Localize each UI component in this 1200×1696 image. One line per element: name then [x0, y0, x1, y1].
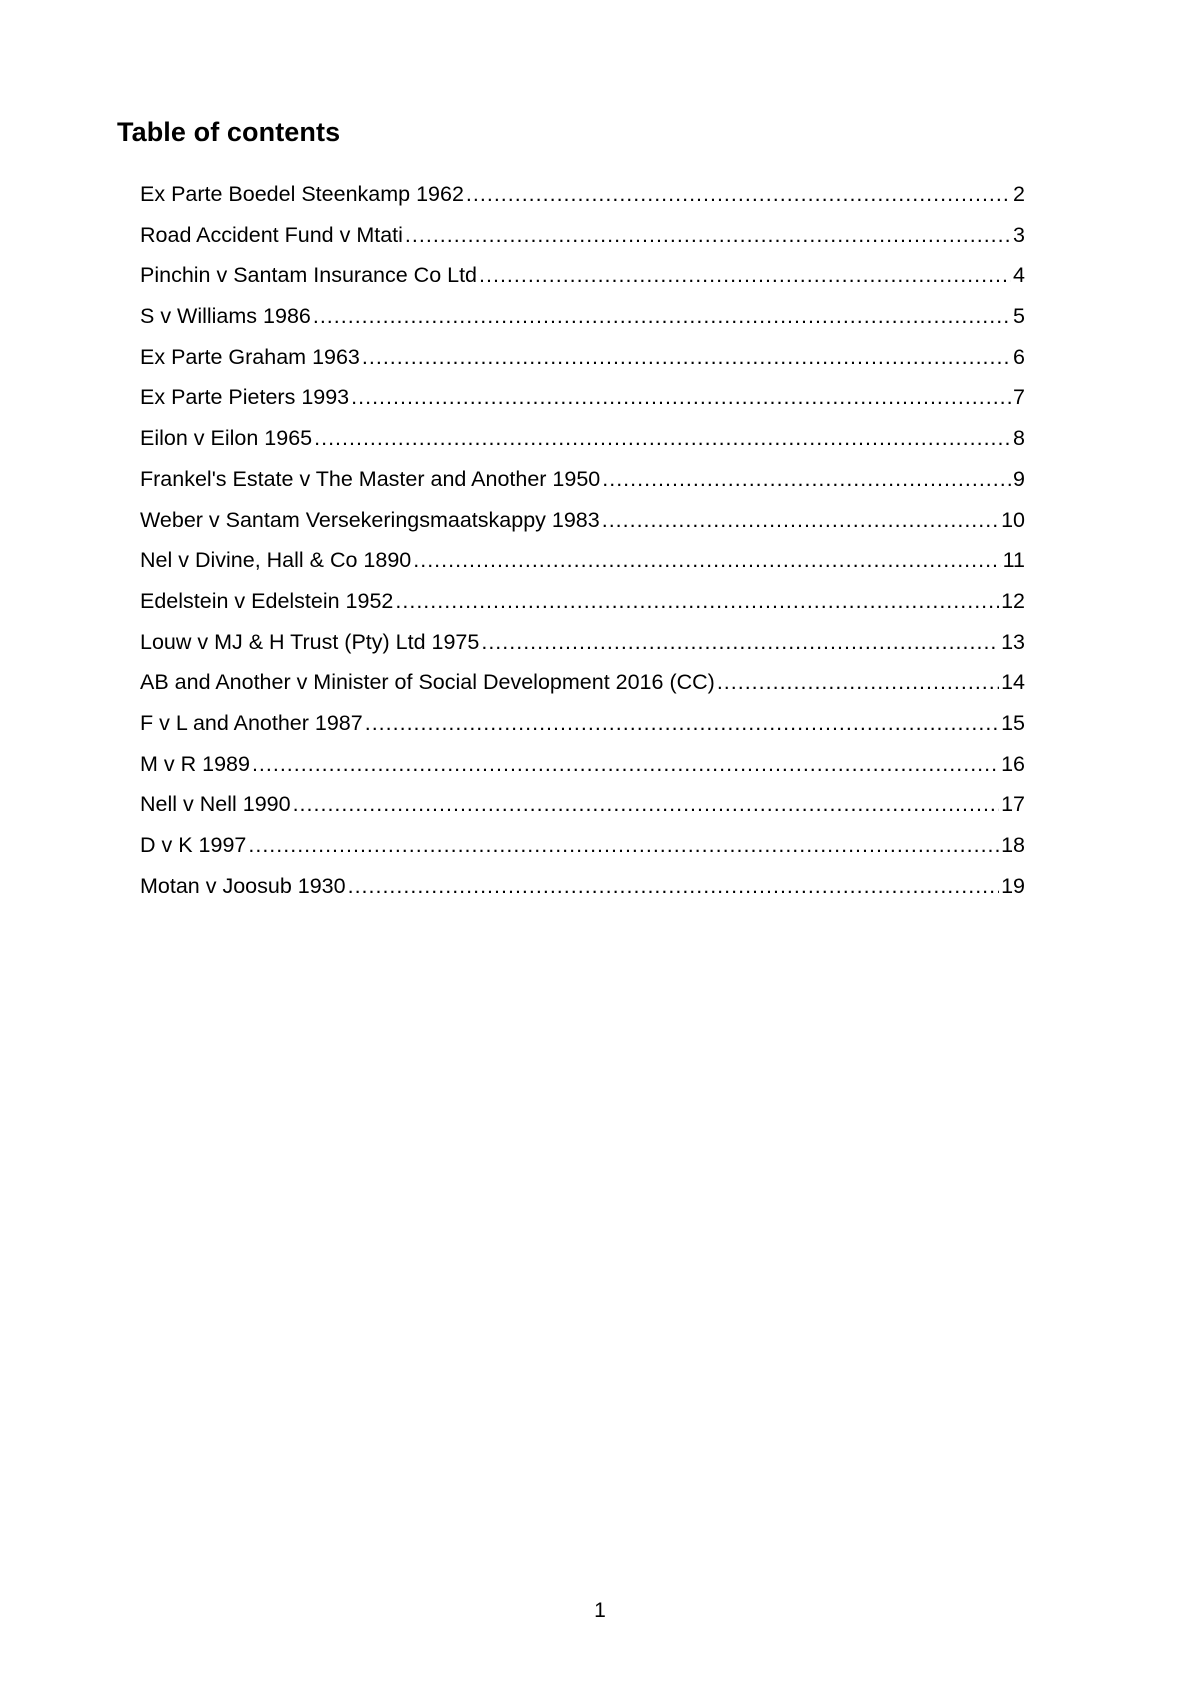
toc-entry-title: D v K 1997	[140, 833, 247, 857]
toc-leader	[248, 825, 999, 866]
toc-entry-title: Ex Parte Graham 1963	[140, 344, 360, 369]
toc-entry-title: Eilon v Eilon 1965	[140, 426, 313, 451]
toc-entry[interactable]	[140, 255, 1025, 296]
toc-entry-title: Nel v Divine, Hall & Co 1890	[140, 548, 412, 573]
toc-entry-title: F v L and Another 1987	[140, 710, 363, 735]
toc-entry[interactable]	[140, 581, 1025, 622]
toc-leader	[405, 215, 1011, 256]
toc-entry-page: 2	[1013, 182, 1025, 206]
toc-entry[interactable]	[140, 784, 1025, 825]
toc-entry[interactable]	[140, 703, 1025, 744]
toc-leader	[602, 500, 999, 541]
toc-entry-title: Motan v Joosub 1930	[140, 873, 346, 898]
toc-entry-page: 19	[1001, 873, 1025, 898]
toc-entry-page: 18	[1001, 833, 1025, 857]
toc-entry[interactable]	[140, 744, 1025, 785]
toc-leader	[481, 622, 999, 663]
toc-entry-title: Pinchin v Santam Insurance Co Ltd	[140, 263, 478, 288]
toc-entry-page: 6	[1013, 344, 1025, 369]
toc-entry-page: 5	[1013, 304, 1025, 329]
toc-entry-title: Louw v MJ & H Trust (Pty) Ltd 1975	[140, 629, 480, 654]
toc-entry[interactable]	[140, 215, 1025, 256]
toc-entry-page: 12	[1001, 588, 1025, 613]
toc-entry-title: S v Williams 1986	[140, 304, 311, 329]
toc-entry-page: 9	[1013, 466, 1025, 491]
toc-entry-page: 10	[1001, 507, 1025, 532]
page-number: 1	[594, 1599, 606, 1622]
toc-entry-title: Nell v Nell 1990	[140, 792, 291, 817]
toc-entry-page: 13	[1001, 629, 1025, 654]
toc-title: Table of contents	[117, 117, 341, 147]
toc-entry-title: Weber v Santam Versekeringsmaatskappy 1983	[140, 507, 600, 532]
toc-entry[interactable]	[140, 866, 1025, 907]
toc-leader	[466, 174, 1011, 215]
toc-leader	[314, 418, 1011, 459]
toc-leader	[602, 459, 1011, 500]
toc-entry[interactable]	[140, 662, 1025, 703]
toc-leader	[717, 662, 999, 703]
toc-entry-title: Frankel's Estate v The Master and Another 1950	[140, 466, 601, 491]
toc-entry[interactable]	[140, 296, 1025, 337]
toc-entry-title: Ex Parte Pieters 1993	[140, 385, 350, 410]
toc-entry[interactable]	[140, 622, 1025, 663]
toc-entry[interactable]	[140, 459, 1025, 500]
toc-entry[interactable]	[140, 418, 1025, 459]
toc-entry[interactable]	[140, 540, 1025, 581]
toc-entry-page: 4	[1013, 263, 1025, 288]
toc-entry-title: AB and Another v Minister of Social Development 2016 (CC)	[140, 670, 715, 695]
toc-list	[140, 174, 1025, 906]
toc-entry[interactable]	[140, 377, 1025, 418]
toc-entry-page: 7	[1013, 385, 1025, 410]
toc-entry[interactable]	[140, 174, 1025, 215]
toc-leader	[413, 540, 1000, 581]
toc-entry[interactable]	[140, 825, 1025, 866]
toc-entry-page: 17	[1001, 792, 1025, 817]
toc-entry-title: M v R 1989	[140, 751, 250, 776]
toc-leader	[252, 744, 999, 785]
toc-entry-page: 11	[1002, 548, 1025, 573]
toc-entry[interactable]	[140, 500, 1025, 541]
toc-leader	[351, 377, 1011, 418]
toc-entry-title: Ex Parte Boedel Steenkamp 1962	[140, 182, 464, 206]
toc-leader	[362, 337, 1011, 378]
toc-leader	[313, 296, 1011, 337]
toc-leader	[395, 581, 999, 622]
toc-entry-page: 3	[1013, 222, 1025, 247]
toc-leader	[365, 703, 999, 744]
toc-entry-page: 15	[1001, 710, 1025, 735]
toc-leader	[293, 784, 1000, 825]
toc-leader	[479, 255, 1011, 296]
toc-entry-title: Road Accident Fund v Mtati	[140, 222, 403, 247]
toc-entry[interactable]	[140, 337, 1025, 378]
toc-entry-page: 8	[1013, 426, 1025, 451]
toc-entry-title: Edelstein v Edelstein 1952	[140, 588, 394, 613]
toc-entry-page: 14	[1001, 670, 1025, 695]
toc-leader	[348, 866, 999, 907]
toc-entry-page: 16	[1001, 751, 1025, 776]
